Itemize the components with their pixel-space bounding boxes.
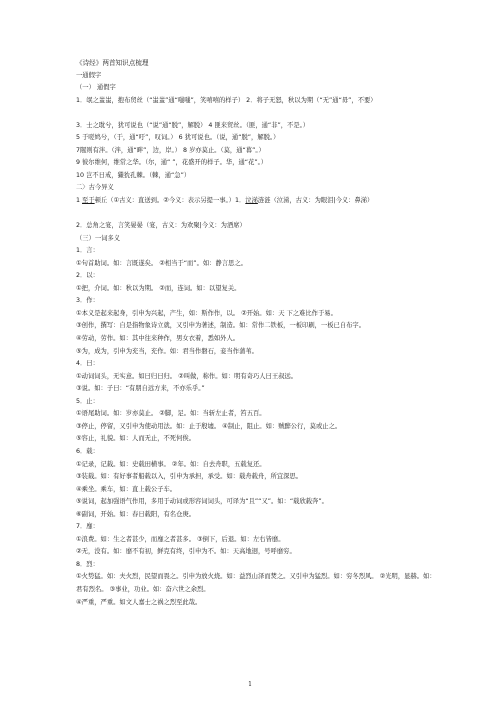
duoyi-line: 7．靡： [76,523,99,531]
gujin-item-1-prefix: 1 [76,197,83,205]
tongjia-item-2: 3．士之耽兮，犹可说也（“说”通“脱”，解脱） 4 匪来贸丝。（匪，通“非”，不是。） [76,121,310,129]
subsection-heading-tongjia: （一） 通假字 [76,84,116,92]
tongjia-item-5: 9 彼尔维何，维常之华。（尔，通“ ”，花盛开的样子。华，通“花”。） [76,159,268,167]
gujin-item-1-suffix: 涟涟（泣涕，古义：为眼泪|今义：鼻涕） [257,197,374,205]
duoyi-line: ③创作，撰写：自是指物象诗立就，又引申为著述，制造。如：常作二铁板，一板印刷，一板已自布字。 [76,322,366,330]
gujin-item-2: 2．总角之宴，言笑晏晏（宴，古义：为欢聚|今义：为酒席） [76,222,246,230]
duoyi-line: ①句首助词。如：言既遂矣。 ②相当于“而”。如：静言思之。 [76,259,247,267]
tongjia-item-6: 10 岂不日戒，玁狁孔棘。（棘，通“急”） [76,171,191,179]
duoyi-line: ③停止，停留，又引申为使动用法。如：止于殷墟。 ④制止，阻止。如：贼醉公行，莫或止之。 [76,422,342,430]
duoyi-line: ①浪费。如：生之者甚少，而靡之者甚多。 ③倒下，后退。如：左右皆靡。 [76,535,285,543]
duoyi-line: ①火势猛。如：夫火烈，民望而畏之。引申为放火烧。如：益烈山泽而焚之。又引申为猛烈。如：穷冬烈风。 ②光明，显赫。如：君有烈名。 ③事业，功业。如：奋六世之余烈。 [76,573,436,593]
tongjia-item-1: 1．氓之蚩蚩，抱布贸丝（“蚩蚩”通“嗤嗤”，笑嘻嘻的样子） 2．将子无怒，秋以为期（“无”通“毋”，不要） [76,96,377,104]
gujin-term-qiti: 泣涕 [245,197,258,205]
duoyi-line: ④劳动，劳作。如：其中往来种作，男女衣着，悉如外人。 [76,335,240,343]
duoyi-line: ①语尾助词。如：岁亦莫止。 ②脚，足。如：当斩左止者，笞五百。 [76,410,266,418]
duoyi-line: 6．载： [76,447,99,455]
duoyi-line: ⑤容止，礼貌。如：人而无止，不死何俟。 [76,435,195,443]
subsection-heading-duoyi: （三）一词多义 [76,234,121,242]
duoyi-line: ①本义是起来起身，引申为兴起，产生，如：斯作作，以。 ②开始。如：天 下之难比作于易。 [76,309,337,317]
duoyi-line: ④严重，严重。如文人嘉士之祸之烈至此哉。 [76,598,202,606]
document-body [76,57,436,609]
duoyi-line: ⑤说词，起加强语气作用，多用于动词或形容词词头，可译为“且”“又”。如：“载欣载奔”。 [76,498,328,506]
duoyi-line: 3．作： [76,297,99,305]
duoyi-line: 2．以： [76,272,99,280]
duoyi-line: 1．言： [76,247,99,255]
duoyi-line: ③装载。如：有好事者船载以入，引申为承担，承受。如：载舟载舟，所宜深思。 [76,473,303,481]
duoyi-line: 4．曰： [76,360,99,368]
section-heading-tongjia: 一通假字 [76,71,102,79]
duoyi-line: 5．止： [76,397,99,405]
gujin-item-1 [76,195,436,220]
duoyi-line: ②无，没有。如：靡不有初，鲜克有终，引申为不。如：天高地迥，号呼靡穷。 [76,548,296,556]
tongjia-item-3: 5 于嗟鸠兮，（于，通“吁”，叹词。） 6 犹可说也。（说，通“脱”，解脱。） [76,134,280,142]
duoyi-line: ①记录，记载。如：史载田横事。 ②年。如：自去舟职，五载复还。 [76,460,266,468]
duoyi-line: 8．烈： [76,560,99,568]
duoyi-line: ⑤为，成为，引申为充当，充作。如：君当作磐石，妾当作蒲苇。 [76,347,258,355]
gujin-item-1-middle: 顿丘（①古义：直送到。②今义：表示另提一事。）1． [94,197,246,205]
gujin-term-zhiyu: 至于 [82,197,95,205]
duoyi-line: ①把，介词。如：秋以为期。 ②而，连词。如：以望复关。 [76,284,241,292]
duoyi-line: ①动词词头，无实意。如曰归曰归。 ②叫做，称作。如：明有奇巧人曰王叔远。 [76,372,298,380]
duoyi-line: ③说。如：子曰：“有朋自远方来，不亦乐乎。” [76,385,205,393]
page-number: 1 [248,681,252,688]
document-title: 《诗经》两首知识点梳理 [76,59,149,67]
tongjia-item-4: 7隰则有泮。（泮，通“畔”，边，岸。） 8 岁亦莫止。（莫，通“暮”。） [76,146,265,154]
duoyi-line: ⑥副词，开始。如：春日载阳，有名仓庚。 [76,510,195,518]
duoyi-line: ④乘坐。乘车，如：直上载公子车。 [76,485,177,493]
section-heading-gujin: 二〉古今异义 [76,184,114,192]
